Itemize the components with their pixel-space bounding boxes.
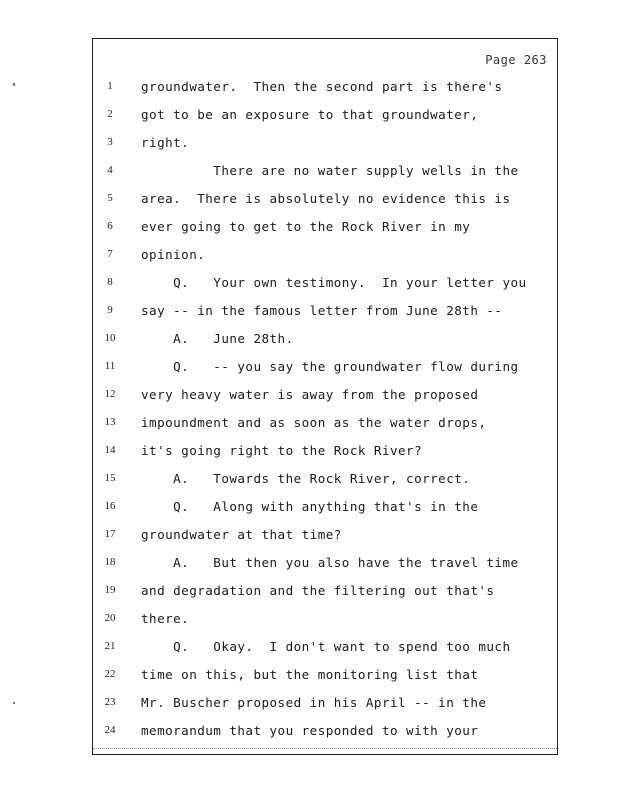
transcript-line: There are no water supply wells in the	[141, 163, 519, 178]
line-number: 24	[104, 724, 116, 736]
line-number: 15	[104, 472, 116, 484]
line-number: 12	[104, 388, 116, 400]
transcript-line: got to be an exposure to that groundwater,	[141, 107, 479, 122]
line-number: 20	[104, 612, 116, 624]
transcript-line: impoundment and as soon as the water drops,	[141, 415, 487, 430]
scan-speck-left-top	[13, 83, 15, 86]
bottom-scan-noise	[93, 748, 557, 752]
transcript-line: A. Towards the Rock River, correct.	[141, 471, 471, 486]
transcript-line: Q. Your own testimony. In your letter you	[141, 275, 527, 290]
transcript-line: memorandum that you responded to with your	[141, 723, 479, 738]
transcript-line: Mr. Buscher proposed in his April -- in the	[141, 695, 487, 710]
line-number: 1	[107, 80, 113, 92]
line-number: 7	[107, 248, 113, 260]
transcript-line: very heavy water is away from the proposed	[141, 387, 479, 402]
transcript-line: right.	[141, 135, 190, 150]
line-number: 19	[104, 584, 116, 596]
transcript-line: A. But then you also have the travel time	[141, 555, 519, 570]
line-number: 3	[107, 136, 113, 148]
line-number: 11	[104, 360, 116, 372]
transcript-line: Q. Okay. I don't want to spend too much	[141, 639, 511, 654]
transcript-line: groundwater at that time?	[141, 527, 342, 542]
transcript-line: it's going right to the Rock River?	[141, 443, 423, 458]
line-number: 21	[104, 640, 116, 652]
transcript-line: area. There is absolutely no evidence this is	[141, 191, 511, 206]
line-number: 8	[107, 276, 113, 288]
line-number: 2	[107, 108, 113, 120]
line-number: 14	[104, 444, 116, 456]
transcript-line: there.	[141, 611, 190, 626]
transcript-line: and degradation and the filtering out that's	[141, 583, 495, 598]
line-number: 17	[104, 528, 116, 540]
line-number: 4	[107, 164, 113, 176]
line-number: 22	[104, 668, 116, 680]
line-number: 6	[107, 220, 113, 232]
transcript-line: groundwater. Then the second part is there's	[141, 79, 503, 94]
transcript-line: Q. Along with anything that's in the	[141, 499, 479, 514]
transcript-page	[92, 38, 558, 755]
line-number: 13	[104, 416, 116, 428]
transcript-line: A. June 28th.	[141, 331, 294, 346]
transcript-line: ever going to get to the Rock River in my	[141, 219, 471, 234]
line-number: 9	[107, 304, 113, 316]
transcript-line: say -- in the famous letter from June 28th --	[141, 303, 503, 318]
page-number: Page 263	[485, 53, 547, 67]
transcript-line: Q. -- you say the groundwater flow during	[141, 359, 519, 374]
line-number: 18	[104, 556, 116, 568]
line-number: 23	[104, 696, 116, 708]
line-number: 5	[107, 192, 113, 204]
transcript-line: time on this, but the monitoring list that	[141, 667, 479, 682]
line-number: 10	[104, 332, 116, 344]
scan-speck-left-bottom	[13, 702, 15, 704]
line-number: 16	[104, 500, 116, 512]
transcript-line: opinion.	[141, 247, 206, 262]
